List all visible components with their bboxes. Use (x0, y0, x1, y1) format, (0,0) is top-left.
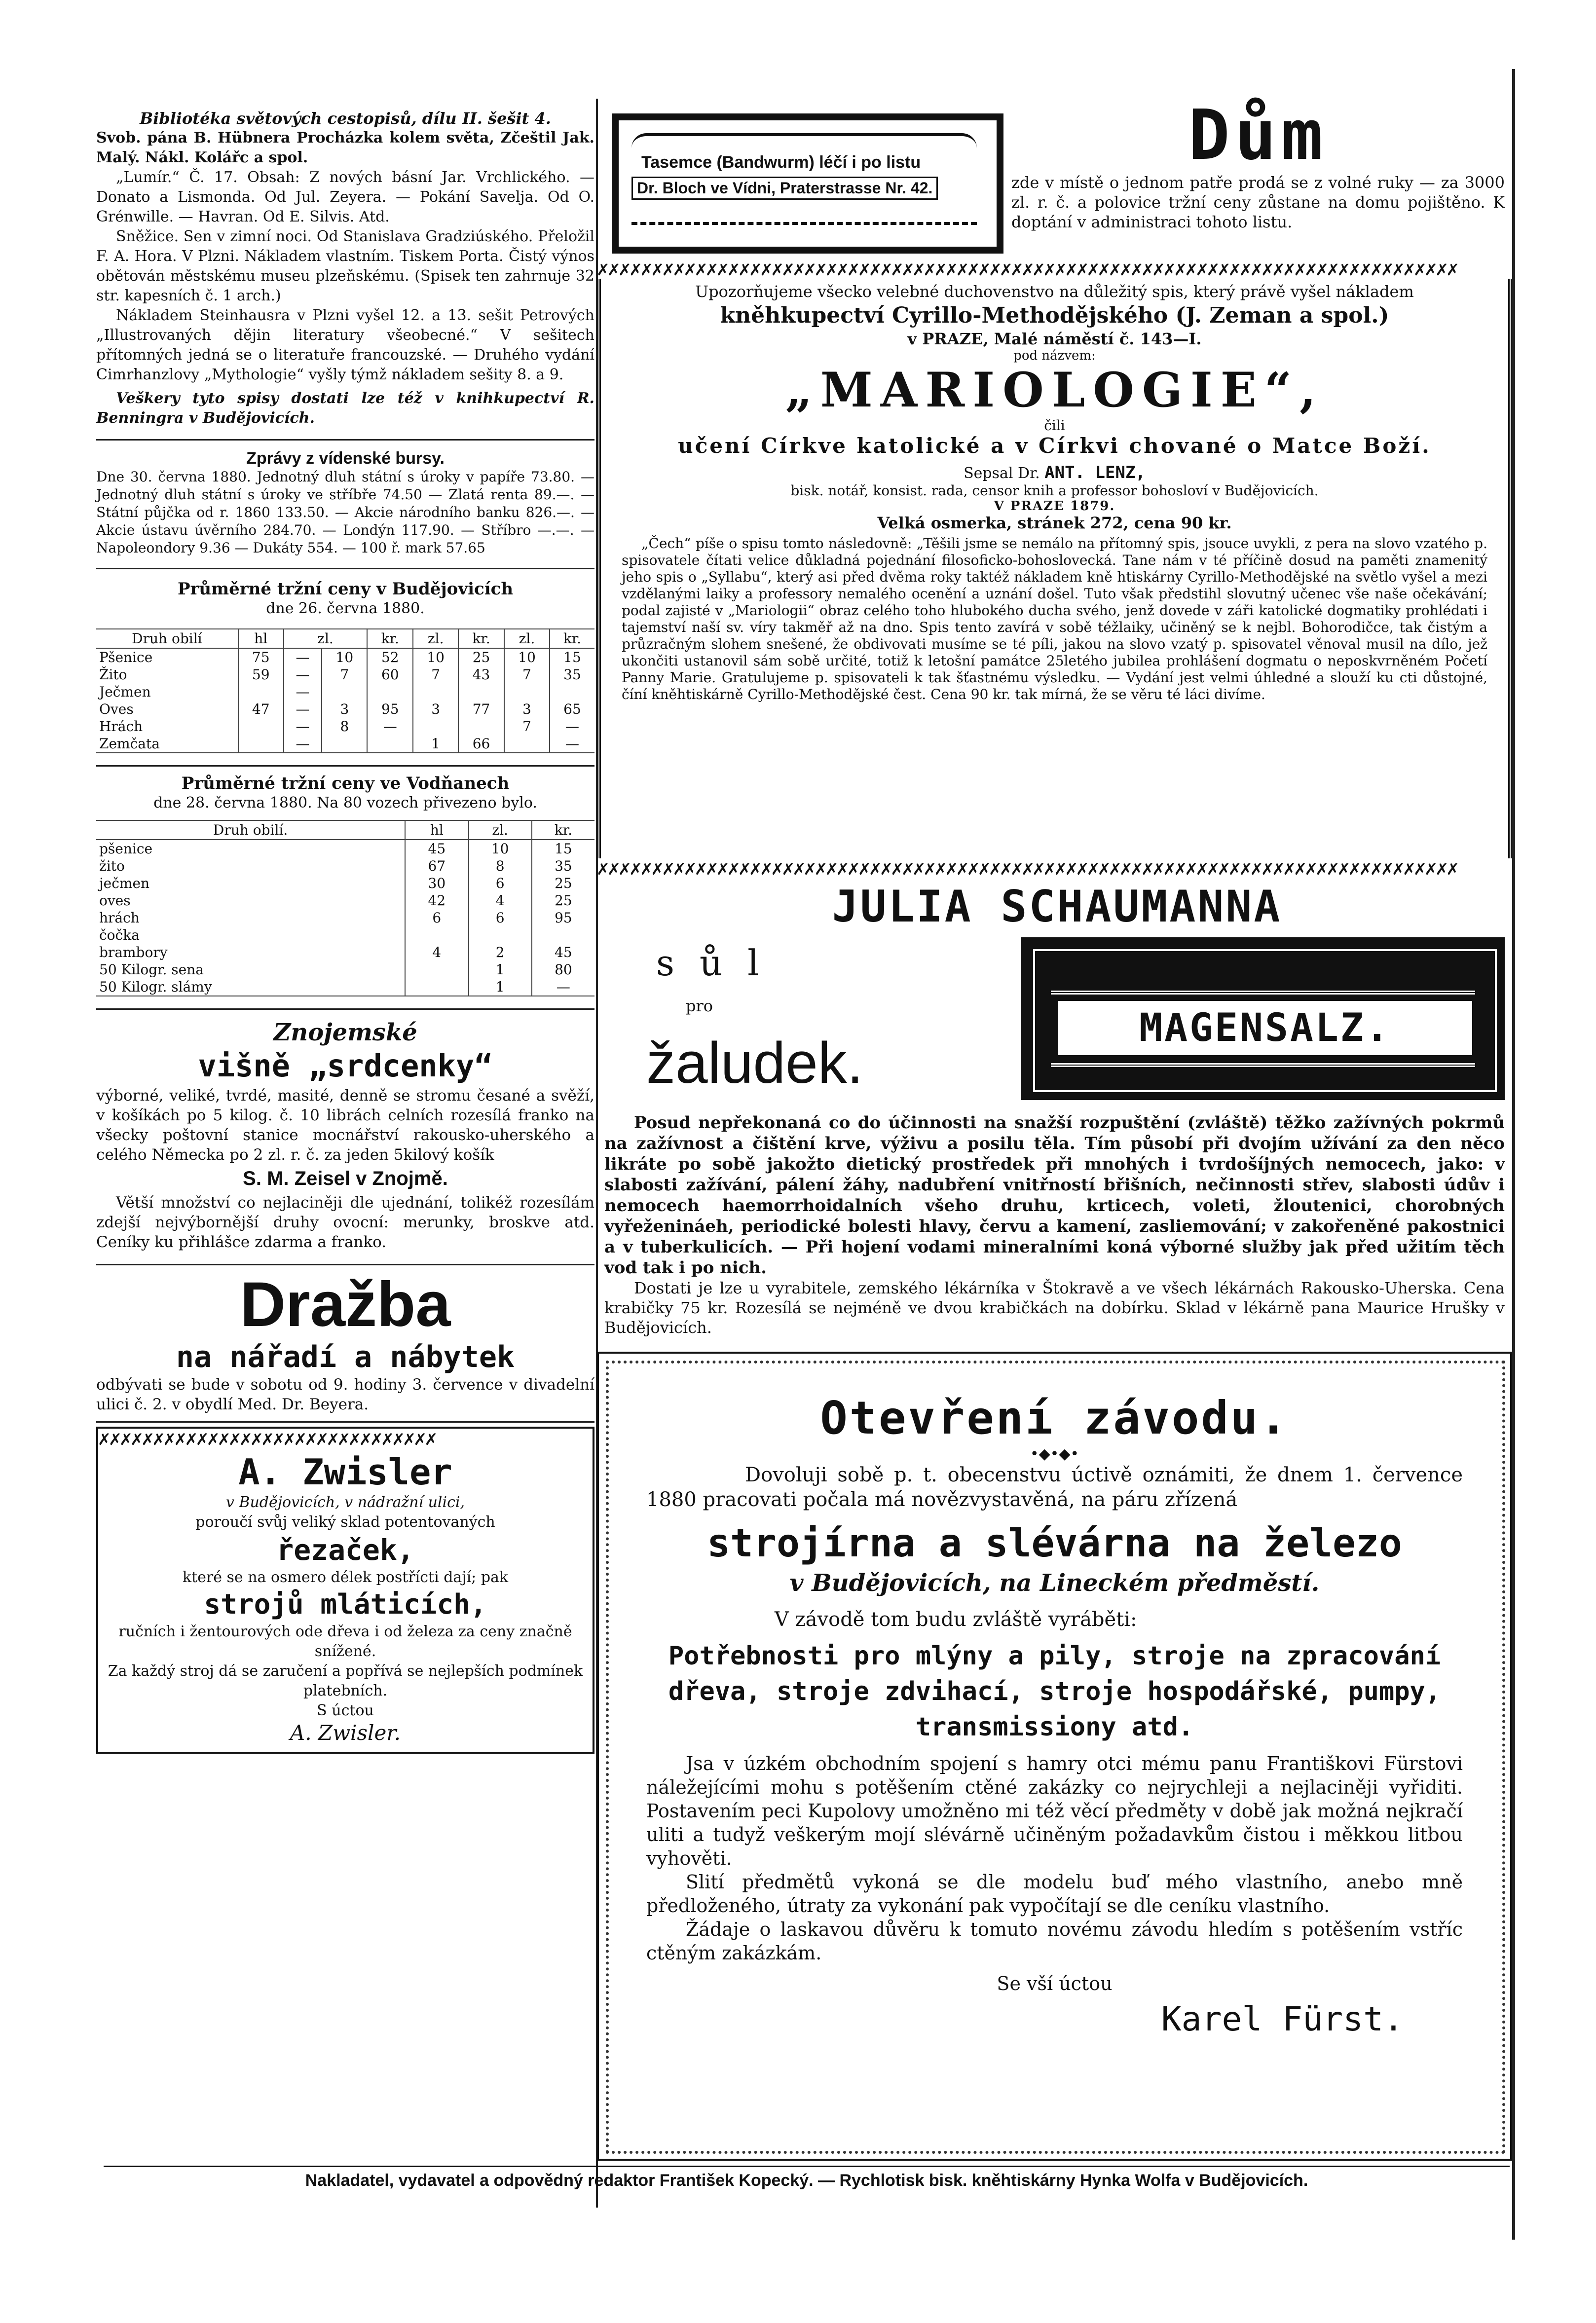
zavod-p2: V závodě tom budu zvláště vyráběti: (775, 1608, 1137, 1631)
ornament-right (1497, 279, 1512, 858)
zavod-sign: Karel Fürst. (1161, 2000, 1404, 2039)
zwisler-uctou: S úctou (317, 1702, 374, 1719)
table-cell: ječmen (99, 875, 150, 891)
ornament-left (597, 279, 612, 858)
budejovice-prices (96, 579, 594, 753)
zwisler-text3: ručních i žentourových ode dřeva i od železa za ceny značně snížené. (118, 1623, 572, 1660)
zavod-p3: Jsa v úzkém obchodním spojení s hamry otci mému panu Františkovi Fürstovi náležejícími mohu s potěšením ctěné zakázky co nejrychleji a nejlaciněji vyřiditi. Postavením peci Kupolovy umožněno mi též věcí předměty v době jak možná nejkračí uliti a tudyž veškerým mojí slévárně učiněným požadavkům čistou i měkkou litbou vyhověti. (646, 1753, 1463, 1869)
table-cell: Oves (99, 701, 134, 717)
drazba-title: Dražba (240, 1269, 451, 1340)
table-cell: 1 (413, 735, 458, 753)
mariologie-intro: Upozorňujeme všecko velebné duchovenstvo na důležitý spis, který právě vyšel nákladem (695, 282, 1414, 301)
znojem-text2: Větší množství co nejlaciněji dle ujednání, tolikéž rozesílám zdejší nejvýbornější druhy ovocní: merunky, broskve atd. Ceníky ku přihlášce zdarma a franko. (96, 1194, 594, 1251)
table-cell (367, 683, 413, 701)
mariologie-price: Velká osmerka, stránek 272, cena 90 kr. (877, 514, 1232, 532)
table-cell (238, 718, 284, 735)
vodnany-title: Průměrné tržní ceny ve Vodňanech (181, 774, 510, 793)
table-row (96, 666, 594, 683)
schaumann-zaludek: žaludek. (646, 1031, 863, 1096)
table-cell (413, 683, 458, 701)
x-ornament-border: ✗✗✗✗✗✗✗✗✗✗✗✗✗✗✗✗✗✗✗✗✗✗✗✗✗✗✗✗✗✗✗ (98, 1429, 436, 1448)
table-row (96, 875, 594, 892)
zwisler-stroju: strojů mláticích, (204, 1588, 487, 1621)
snezice-notice: Sněžice. Sen v zimní noci. Od Stanislava Gradziúského. Přeložil F. A. Hora. V Plzni. Nákladem vlastním. Tiskem Porta. Čistý výnos obětován městskému museu plzeňskému. (Spisek ten zahrnuje 32 str. kapesních č. 1 arch.) (96, 228, 594, 304)
footer (104, 2166, 1510, 2190)
budejovice-title: Průměrné tržní ceny v Budějovicích (177, 579, 514, 599)
author-prefix: Sepsal Dr. (964, 465, 1040, 482)
table-cell: Hrách (99, 718, 143, 735)
schaumann-sul: s ů l (656, 942, 766, 984)
worm-ornament-bottom (631, 207, 977, 225)
table-header: hl (405, 820, 468, 840)
table-row (96, 718, 594, 735)
table-cell: 67 (405, 857, 468, 875)
table-cell: — (532, 978, 594, 996)
table-header: zl. (413, 629, 458, 648)
table-cell (458, 718, 504, 735)
table-cell (458, 683, 504, 701)
table-cell: 52 (367, 648, 413, 666)
table-cell (405, 978, 468, 996)
znojem-seller: S. M. Zeisel v Znojmě. (243, 1168, 448, 1189)
table-cell: čočka (99, 927, 140, 943)
table-row (96, 909, 594, 926)
table-header: zl. (284, 629, 368, 648)
table-cell (367, 735, 413, 753)
table-cell: 47 (238, 701, 284, 718)
table-header: Druh obilí (96, 629, 238, 648)
divider (96, 1008, 594, 1010)
table-cell: 10 (413, 648, 458, 666)
mariologie-ad (597, 259, 1512, 881)
table-row (96, 961, 594, 978)
table-cell: Žito (99, 666, 127, 683)
table-cell: Ječmen (99, 684, 151, 700)
table-cell: 4 (469, 892, 532, 909)
table-cell: — (284, 718, 322, 735)
mariologie-firm: kněhkupectví Cyrillo-Methodějského (J. Zeman a spol.) (720, 303, 1389, 328)
table-row (96, 735, 594, 753)
table-row (96, 683, 594, 701)
table-header: Druh obilí. (96, 820, 405, 840)
divider (96, 1421, 594, 1423)
bibliotheka-title: Bibliotéka světových cestopisů, dílu II. šešit 4. (140, 109, 551, 128)
table-cell: 3 (322, 701, 367, 718)
table-cell: 8 (469, 857, 532, 875)
table-row (96, 978, 594, 996)
mariologie-author-title: bisk. notář, konsist. rada, censor knih a professor bohosloví v Budějovicích. (790, 482, 1319, 499)
zavod-big: strojírna a slévárna na železo (707, 1521, 1402, 1566)
zavod-uctou: Se vší úctou (997, 1973, 1113, 1994)
x-ornament-border-top: ✗✗✗✗✗✗✗✗✗✗✗✗✗✗✗✗✗✗✗✗✗✗✗✗✗✗✗✗✗✗✗✗✗✗✗✗✗✗✗✗✗✗✗✗✗✗✗✗✗✗✗✗✗✗✗✗✗✗✗✗✗✗✗✗✗✗✗✗✗✗✗✗✗✗✗✗✗✗✗ (597, 259, 1458, 279)
zavod-p4: Slití předmětů vykoná se dle modelu buď mého vlastního, anebo mně předloženého, útraty za vykonání pak vypočítají se dle ceníku vlastního. (646, 1871, 1463, 1917)
table-cell: 25 (532, 892, 594, 909)
schaumann-pro: pro (686, 996, 713, 1015)
dum-text: zde v místě o jednom patře prodá se z volné ruky — za 3000 zl. r. č. a polovice tržní ceny zůstane na domu pojištěno. K doptání v administraci tohoto listu. (1011, 173, 1505, 231)
table-row (96, 926, 594, 944)
table-cell: Zemčata (99, 736, 160, 752)
table-header-row (96, 629, 594, 648)
table-row (96, 944, 594, 961)
table-cell: 7 (504, 666, 550, 683)
schaumann-name: JULIA SCHAUMANNA (832, 881, 1282, 932)
table-cell: hrách (99, 910, 140, 926)
mariologie-pod: pod názvem: (1013, 348, 1096, 363)
table-cell: 75 (238, 648, 284, 666)
table-cell: — (284, 735, 322, 753)
table-header-row (96, 820, 594, 840)
table-cell (469, 926, 532, 944)
table-row (96, 857, 594, 875)
veskery-notice: Veškery tyto spisy dostati lze též v knihkupectví R. Benningra v Budějovicích. (96, 390, 594, 427)
divider (96, 568, 594, 569)
table-cell: 30 (405, 875, 468, 892)
table-cell: 60 (367, 666, 413, 683)
table-cell: 10 (322, 648, 367, 666)
dum-ad (1011, 95, 1505, 232)
table-cell: 25 (458, 648, 504, 666)
table-cell: — (550, 718, 594, 735)
table-cell: 95 (367, 701, 413, 718)
zavod-list: Potřebnosti pro mlýny a pily, stroje na zpracování dřeva, stroje zdvihací, stroje hospodářské, pumpy, transmissiony atd. (668, 1641, 1441, 1742)
zwisler-ad (96, 1427, 594, 1754)
tasemce-ad (612, 113, 1002, 252)
mariologie-author (622, 463, 1487, 482)
budejovice-date: dne 26. června 1880. (266, 600, 425, 617)
table-row (96, 648, 594, 666)
table-cell: — (284, 701, 322, 718)
table-cell: 59 (238, 666, 284, 683)
table-cell: 6 (469, 909, 532, 926)
zwisler-sign: A. Zwisler. (290, 1721, 401, 1745)
table-cell: 15 (532, 840, 594, 857)
table-cell: 77 (458, 701, 504, 718)
table-header: kr. (550, 629, 594, 648)
table-cell: 42 (405, 892, 468, 909)
table-cell: — (367, 718, 413, 735)
mariologie-year: V PRAZE 1879. (994, 499, 1115, 514)
table-cell: 95 (532, 909, 594, 926)
zwisler-text2: které se na osmero délek postřícti dají; pak (182, 1569, 509, 1586)
table-header: zl. (469, 820, 532, 840)
bursa-title: Zprávy z vídenské bursy. (246, 449, 445, 468)
tasemce-line2: Dr. Bloch ve Vídni, Praterstrasse Nr. 42. (631, 177, 938, 200)
table-cell (504, 683, 550, 701)
table-header: zl. (504, 629, 550, 648)
schaumann-p2: Dostati je lze u vyrabitele, zemského lékárníka v Štokravě a ve všech lékárnách Rakousko-Uherska. Cena krabičky 75 kr. Rozesílá se nejméně ve dvou krabičkách na dobírku. Sklad v lékárně pana Maurice Hrušky v Budějovicích. (604, 1279, 1505, 1337)
label-text-plate (1056, 999, 1474, 1057)
author-name: ANT. LENZ, (1044, 463, 1146, 482)
zwisler-text1: poroučí svůj veliký sklad potentovaných (195, 1513, 495, 1531)
table-cell: pšenice (99, 841, 153, 857)
table-cell: 7 (413, 666, 458, 683)
magensalz-label (1021, 937, 1505, 1100)
schaumann-text (604, 1112, 1505, 1337)
table-cell: 7 (322, 666, 367, 683)
table-cell: 6 (469, 875, 532, 892)
table-cell (322, 735, 367, 753)
znojem-heading: višně „srdcenky“ (198, 1048, 493, 1084)
table-cell: 6 (405, 909, 468, 926)
znojem-title: Znojemské (273, 1019, 417, 1046)
dum-title: Dům (1188, 95, 1328, 176)
nakladem-notice: Nákladem Steinhausra v Plzni vyšel 12. a 13. sešit Petrových „Illustrovaných dějin literatury všeobecné.“ V sešitech přítomných jedná se o literatuře francouzské. — Druhého vydání Cimrhanzlovy „Mythologie“ vyšly týmž nákladem sešity 8. a 9. (96, 307, 594, 383)
magensalz-text: MAGENSALZ. (1139, 1006, 1391, 1050)
mariologie-title: „MARIOLOGIE“, (785, 362, 1324, 418)
lumir-notice: „Lumír.“ Č. 17. Obsah: Z nových básní Jar. Vrchlického. — Donato a Lismonda. Od Jul. Zeyera. — Pokání Savelja. Od O. Grénwille. — Havran. Od E. Silvis. Atd. (96, 169, 594, 225)
table-cell: 43 (458, 666, 504, 683)
table-cell (405, 926, 468, 944)
znojem-text: výborné, veliké, tvrdé, masité, denně se stromu česané a svěží, v košíkách po 5 kilog. č. 10 librách celních rozesílá franko na všecky poštovní stanice mocnářství rakousko-uherského a celého Německa po 2 zl. r. č. za jeden 5kilový košík (96, 1087, 594, 1164)
table-cell (238, 735, 284, 753)
table-cell (413, 718, 458, 735)
footer-text: Nakladatel, vydavatel a odpovědný redaktor František Kopecký. — Rychlotisk bisk. kněhtiskárny Hynka Wolfa v Budějovicích. (305, 2171, 1308, 2190)
zavod-p5: Žádaje o laskavou důvěru k tomuto novému závodu hledím s potěšením vstříc ctěným zakázkám. (646, 1918, 1463, 1964)
label-ornament-bottom (1051, 1063, 1475, 1077)
x-ornament-border-bottom: ✗✗✗✗✗✗✗✗✗✗✗✗✗✗✗✗✗✗✗✗✗✗✗✗✗✗✗✗✗✗✗✗✗✗✗✗✗✗✗✗✗✗✗✗✗✗✗✗✗✗✗✗✗✗✗✗✗✗✗✗✗✗✗✗✗✗✗✗✗✗✗✗✗✗✗✗✗✗✗ (597, 858, 1458, 878)
table-cell: 35 (532, 857, 594, 875)
table-header: hl (238, 629, 284, 648)
divider (96, 765, 594, 767)
divider (96, 1264, 594, 1265)
table-cell (322, 683, 367, 701)
table-cell: 35 (550, 666, 594, 683)
drazba-subtitle: na nářadí a nábytek (176, 1340, 515, 1374)
label-ornament (1051, 967, 1475, 995)
table-cell: 15 (550, 648, 594, 666)
zavod-title: Otevření závodu. (820, 1392, 1289, 1444)
vodnany-table (96, 820, 594, 996)
table-cell: 25 (532, 875, 594, 892)
bursa-section (96, 448, 594, 557)
bibliotheka-notice (96, 109, 594, 428)
table-row (96, 840, 594, 857)
table-cell: 2 (469, 944, 532, 961)
table-cell (504, 735, 550, 753)
table-cell: 3 (504, 701, 550, 718)
table-cell: 50 Kilogr. sena (99, 961, 204, 978)
drazba-text: odbývati se bude v sobotu od 9. hodiny 3. července v divadelní ulici č. 2. v obydlí Med. Dr. Beyera. (96, 1376, 594, 1413)
budejovice-table (96, 628, 594, 753)
table-cell: — (284, 666, 322, 683)
zavod-ornament: •◆•◆• (1030, 1445, 1079, 1463)
schaumann-ad (602, 883, 1512, 930)
zavod-p1: Dovoluji sobě p. t. obecenstvu úctivě oznámiti, že dnem 1. července 1880 pracovati počala má novězvystavěná, na páru zřízená (646, 1464, 1463, 1511)
table-row (96, 892, 594, 909)
table-cell: brambory (99, 944, 168, 960)
drazba-ad (96, 1270, 594, 1414)
table-cell: 66 (458, 735, 504, 753)
table-row (96, 701, 594, 718)
mariologie-text: „Čech“ píše o spisu tomto následovně: „Těšili jsme se nemálo na přítomný spis, jsouce uvykli, z pera na slovo vzatého p. spisovatele čítati velice důkladná pojednání filosoficko-bohoslovecká. Tane nám v té příčině dosud na paměti znamenitý jeho spis o „Syllabu“, který asi před dvěma roky taktéž nákladem kně htiskárny Cyrillo-Methodějské na světlo vyšel a mezi vzdělanými laiky a professory nemalého ocenění a uznání došel. Tuto však předstihl slovutný učenec vše naše očekávání; podal zajisté v „Mariologii“ obraz celého toho hlubokého ducha svého, jenž dovede v záři katolické dogmatiky prohlédati i tajemství naší sv. víry takměř až na dno. Spis tento zavírá v sobě téžlaiky, učiněný se k nejbl. Bohorodičce, tak čistým a průzračným slohem snešené, že obdivovati musíme se té píli, jakou na slovo vzatý p. spisovatel věnoval musil na dílo, jež ukončiti ustanovil sám sobě určité, totiž k letošní památce 25letého jubilea prohlášení dogmatu o neposkvrněném Početí Panny Marie. Gratulujeme p. spisovateli k tak šťastnému výsledku. — Vydání jest velmi úhledné a slouží ku cti důstojné, číní kněhtiskárně Cyrillo-Methodějské čest. Cena 90 kr. tak mírná, že se věru té láci divíme. (622, 535, 1487, 702)
left-column (96, 109, 594, 1754)
table-cell: 80 (532, 961, 594, 978)
bibliotheka-text: Svob. pána B. Hübnera Procházka kolem světa, Zčeštil Jak. Malý. Nákl. Kolářc a spol. (96, 129, 594, 166)
table-cell (532, 926, 594, 944)
table-cell: 3 (413, 701, 458, 718)
zwisler-name: A. Zwisler (238, 1451, 452, 1493)
table-header: kr. (367, 629, 413, 648)
table-cell: 65 (550, 701, 594, 718)
right-edge-line (1512, 69, 1515, 2240)
table-cell: Pšenice (99, 649, 153, 665)
mariologie-cili: čili (1044, 417, 1065, 434)
bursa-text: Dne 30. června 1880. Jednotný dluh státní s úroky v papíře 73.80. — Jednotný dluh státní s úroky ve stříbře 74.50 — Zlatá renta 89.—. — Státní půjčka od r. 1860 133.50. — Akcie národního banku 826.—. — Akcie ústavu úvěrního 284.70. — Londýn 117.90. — Stříbro —.—. — Napoleondory 9.36 — Dukáty 554. — 100 ř. mark 57.65 (96, 469, 594, 556)
table-header: kr. (532, 820, 594, 840)
schaumann-p1: Posud nepřekonaná co do účinnosti na snažší rozpuštění (zvláště) těžko zažívných pokrmů na zažívnost a čištění krve, výživu a posilu těla. Tím působí při dvojím užívání za den něco likráte po sobě jakožto dietický prostředek při mnohých i tvrdošíjných nemocech, jako: v slabosti zažívání, pálení žáhy, nadubření vnitřností břišních, nečinnosti střev, slabosti údův i nemocech haemorrhoidalních všeho druhu, krticech, voleti, žloutenici, chorobných vyřeženináeh, periodické bolesti hlavy, červu a kamení, zasliemování; v zakořeněné pakostnici a v tuberkulicích. — Při hojení vodami mineralními koná výborné služby jak před užitím těch vod tak i po nich. (604, 1113, 1505, 1278)
zwisler-text4: Za každý stroj dá se zaručení a popřívá se nejlepších podmínek platebních. (108, 1662, 583, 1699)
vodnany-date: dne 28. června 1880. Na 80 vozech přivezeno bylo. (153, 794, 537, 811)
table-cell: 7 (504, 718, 550, 735)
zwisler-place: v Budějovicích, v nádražní ulici, (225, 1494, 465, 1511)
mariologie-subtitle: učení Církve katolické a v Církvi chované o Matce Boží. (678, 434, 1431, 458)
divider (96, 439, 594, 441)
table-cell: 1 (469, 961, 532, 978)
table-cell: žito (99, 858, 125, 874)
zavod-ad (597, 1352, 1512, 2161)
mariologie-addr: v PRAZE, Malé náměstí č. 143—I. (907, 330, 1202, 348)
vodnany-prices (96, 774, 594, 996)
table-cell: 50 Kilogr. slámy (99, 979, 212, 995)
table-cell: 45 (532, 944, 594, 961)
table-cell: — (284, 648, 322, 666)
zwisler-rezacek: řezaček, (276, 1533, 414, 1567)
newspaper-page (74, 69, 1515, 2240)
table-cell (550, 683, 594, 701)
table-cell: — (550, 735, 594, 753)
table-header: kr. (458, 629, 504, 648)
table-cell: 1 (469, 978, 532, 996)
zavod-place: v Budějovicích, na Lineckém předměstí. (789, 1569, 1320, 1597)
table-cell: oves (99, 892, 131, 909)
tasemce-line1: Tasemce (Bandwurm) léčí i po listu (641, 153, 921, 172)
table-cell: — (284, 683, 322, 701)
znojem-ad (96, 1019, 594, 1252)
table-cell: 8 (322, 718, 367, 735)
table-cell (405, 961, 468, 978)
table-cell: 45 (405, 840, 468, 857)
table-cell: 4 (405, 944, 468, 961)
table-cell (238, 683, 284, 701)
table-cell: 10 (469, 840, 532, 857)
table-cell: 10 (504, 648, 550, 666)
